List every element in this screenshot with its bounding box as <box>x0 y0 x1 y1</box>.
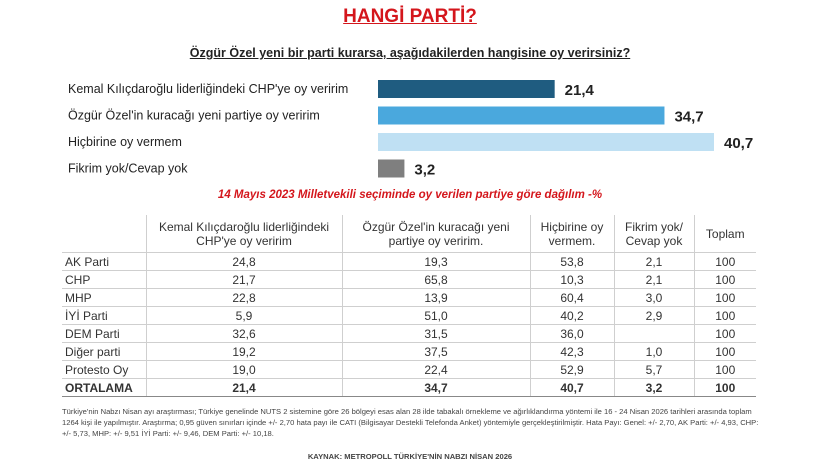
header-col-chp: Kemal Kılıçdaroğlu liderliğindeki CHP'ye oy veririm <box>146 215 342 253</box>
row-label: CHP <box>62 271 146 289</box>
table-row <box>62 253 756 271</box>
table-cell: 100 <box>694 289 756 307</box>
table-cell: 100 <box>694 325 756 343</box>
table-cell: 40,2 <box>530 307 614 325</box>
row-label: Diğer parti <box>62 343 146 361</box>
table-row <box>62 325 756 343</box>
table-cell: 32,6 <box>146 325 342 343</box>
header-col-total: Toplam <box>694 215 756 253</box>
table-cell: 2,1 <box>614 271 694 289</box>
table-row <box>62 289 756 307</box>
table-cell: 100 <box>694 271 756 289</box>
table-row <box>62 343 756 361</box>
table-cell: 37,5 <box>342 343 530 361</box>
bar-label: Özgür Özel'in kuracağı yeni partiye oy veririm <box>68 108 320 123</box>
table-cell: 1,0 <box>614 343 694 361</box>
bar-label: Kemal Kılıçdaroğlu liderliğindeki CHP'ye oy veririm <box>68 82 349 96</box>
crosstab-header-row <box>62 215 756 253</box>
table-cell: 100 <box>694 253 756 271</box>
bar-label: Hiçbirine oy vermem <box>68 135 182 149</box>
methodology-footnote: Türkiye'nin Nabzı Nisan ayı araştırması; Türkiye genelinde NUTS 2 sistemine göre 26 bölgeyi esas alan 28 ilde tabakalı örnekleme ve ağırlıklandırma yöntemi ile 16 - 24 Nisan 2026 tarihleri arasında toplam 1264 kişi ile yapılmıştır. Araştırma; 0,95 güven sınırları içinde +/- 2,70 hata payı ile CATI (Bilgisayar Destekli Telefonda Anket) yöntemiyle gerçekleştirilmiştir. Hata Payı: Genel: +/- 2,70, AK Parti: +/- 4,93, CHP: +/- 5,73, MHP: +/- 9,51 İYİ Parti: +/- 9,46, DEM Parti: +/- 10,18. <box>62 407 759 438</box>
table-row <box>62 307 756 325</box>
table-cell: 22,8 <box>146 289 342 307</box>
table-cell: 5,9 <box>146 307 342 325</box>
source-line: KAYNAK: METROPOLL TÜRKİYE'NİN NABZI NİSAN 2026 <box>307 452 513 461</box>
table-cell: 36,0 <box>530 325 614 343</box>
average-row <box>62 379 756 397</box>
table-cell: 42,3 <box>530 343 614 361</box>
table-cell: 10,3 <box>530 271 614 289</box>
table-row <box>62 271 756 289</box>
bar <box>378 107 664 125</box>
table-cell: 65,8 <box>342 271 530 289</box>
table-cell: 21,4 <box>146 379 342 397</box>
table-cell: 100 <box>694 343 756 361</box>
table-cell: 40,7 <box>530 379 614 397</box>
bar-value-label: 21,4 <box>564 82 594 99</box>
bar-value-label: 3,2 <box>414 161 436 179</box>
table-cell: 13,9 <box>342 289 530 307</box>
bar <box>378 80 555 98</box>
table-cell: 3,0 <box>614 289 694 307</box>
row-label: MHP <box>62 289 146 307</box>
table-cell <box>614 325 694 343</box>
row-label: ORTALAMA <box>62 379 146 397</box>
row-label: Protesto Oy <box>62 361 146 379</box>
bar-chart <box>0 70 820 185</box>
table-cell: 5,7 <box>614 361 694 379</box>
crosstab-table <box>62 215 756 397</box>
table-cell: 19,3 <box>342 253 530 271</box>
header-corner <box>62 215 146 253</box>
row-label: İYİ Parti <box>62 307 146 325</box>
row-label: AK Parti <box>62 253 146 271</box>
bar <box>378 160 404 178</box>
crosstab-subtitle: 14 Mayıs 2023 Milletvekili seçiminde oy verilen partiye göre dağılım -% <box>217 189 603 201</box>
bar-label: Fikrim yok/Cevap yok <box>68 161 188 176</box>
survey-question: Özgür Özel yeni bir parti kurarsa, aşağıdakilerden hangisine oy verirsiniz? <box>189 46 631 60</box>
table-cell: 34,7 <box>342 379 530 397</box>
table-cell: 60,4 <box>530 289 614 307</box>
header-col-new-party: Özgür Özel'in kuracağı yeni partiye oy veririm. <box>342 215 530 253</box>
table-cell: 53,8 <box>530 253 614 271</box>
table-cell: 3,2 <box>614 379 694 397</box>
table-cell: 100 <box>694 361 756 379</box>
table-cell: 100 <box>694 307 756 325</box>
bar-value-label: 34,7 <box>674 108 704 126</box>
table-cell: 31,5 <box>342 325 530 343</box>
table-cell: 19,0 <box>146 361 342 379</box>
table-cell: 2,9 <box>614 307 694 325</box>
page-title: HANGİ PARTİ? <box>343 6 477 27</box>
bar-value-label: 40,7 <box>724 135 754 152</box>
table-cell: 51,0 <box>342 307 530 325</box>
table-cell: 52,9 <box>530 361 614 379</box>
table-cell: 22,4 <box>342 361 530 379</box>
row-label: DEM Parti <box>62 325 146 343</box>
table-cell: 19,2 <box>146 343 342 361</box>
table-cell: 2,1 <box>614 253 694 271</box>
bar <box>378 133 714 151</box>
header-col-none: Hiçbirine oy vermem. <box>530 215 614 253</box>
table-cell: 100 <box>694 379 756 397</box>
header-col-no-answer: Fikrim yok/ Cevap yok <box>614 215 694 253</box>
table-row <box>62 361 756 379</box>
table-cell: 24,8 <box>146 253 342 271</box>
table-cell: 21,7 <box>146 271 342 289</box>
